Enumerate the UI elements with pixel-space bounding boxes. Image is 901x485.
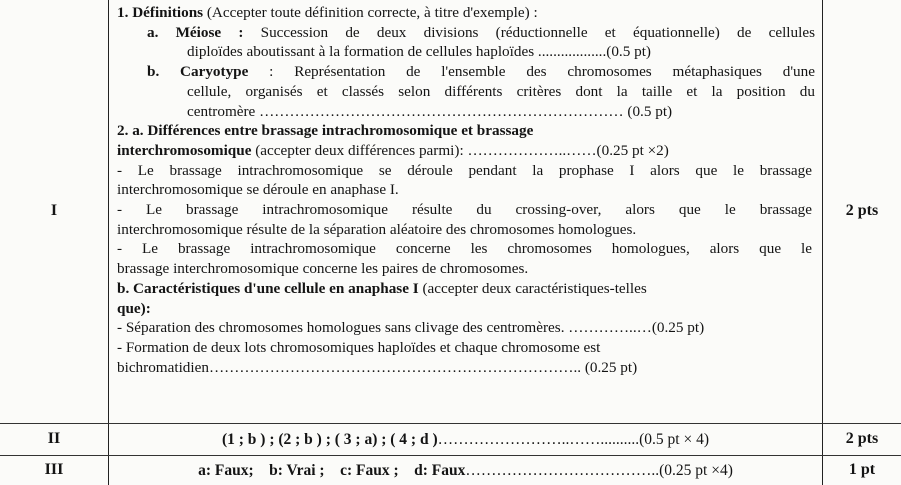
- q1-heading: [117, 3, 817, 23]
- caryotype-definition-line3: centromère ……………………………………………………………… (0.5 pt): [187, 102, 673, 120]
- section-points-III: 1 pt: [848, 461, 876, 478]
- section-points-II: 2 pts: [845, 430, 879, 447]
- q2b-title-line1: [117, 279, 817, 299]
- section-number-II: II: [47, 430, 61, 447]
- characteristic-2-line1: - Formation de deux lots chromosomiques haploïdes et chaque chromosome est: [117, 338, 601, 356]
- section-number-I: I: [50, 202, 58, 219]
- q2b-title: b. Caractéristiques d'une cellule en anaphase I: [117, 279, 419, 297]
- column-divider-right: [822, 0, 823, 485]
- q2b-note: (accepter deux caractéristiques-telles: [418, 279, 647, 297]
- difference-1-line2: interchromosomique se déroule en anaphase I.: [117, 181, 399, 199]
- meiose-text: Succession de deux divisions (réductionnelle et équationnelle) de cellules: [243, 23, 815, 41]
- column-divider-left: [108, 0, 109, 485]
- meiose-definition-line2: diploïdes aboutissant à la formation de cellules haploïdes ..................(0.5 pt): [187, 43, 651, 61]
- caryotype-text: : Représentation de l'ensemble des chromosomes métaphasiques d'une: [248, 63, 815, 81]
- section-III-answer: [109, 456, 822, 485]
- characteristic-2-line2: bichromatidien……………………………………………………………….. (0.25 pt): [117, 358, 638, 376]
- difference-3-line2: brassage interchromosomique concerne les paires de chromosomes.: [117, 260, 529, 278]
- q2a-title-bold: interchromosomique: [117, 141, 252, 159]
- characteristic-1: - Séparation des chromosomes homologues sans clivage des centromères. …………..…(0.25 pt): [117, 319, 705, 337]
- q1-note: (Accepter toute définition correcte, à titre d'exemple) :: [203, 4, 538, 21]
- difference-2-line2: interchromosomique résulte de la séparation aléatoire des chromosomes homologues.: [117, 220, 637, 238]
- q2a-title-note: (accepter deux différences parmi): ………………..……(0.25 pt ×2): [251, 141, 669, 159]
- section-I-content: [117, 3, 817, 377]
- section-II-answer-key: (1 ; b ) ; (2 ; b ) ; ( 3 ; a) ; ( 4 ; d ): [221, 430, 438, 448]
- q2a-title-line1: 2. a. Différences entre brassage intrachromosomique et brassage: [117, 122, 534, 140]
- section-III-answer-key: a: Faux; b: Vrai ; c: Faux ; d: Faux: [198, 461, 466, 479]
- meiose-definition-line1: [117, 23, 815, 43]
- section-III-scoring: ………………………………..(0.25 pt ×4): [465, 461, 733, 479]
- difference-3-line1: - Le brassage intrachromosomique concerne les chromosomes homologues, alors que le: [117, 240, 812, 258]
- section-II-answer: [109, 424, 822, 455]
- q1-title: 1. Définitions: [117, 4, 204, 21]
- caryotype-definition-line1: [117, 62, 815, 82]
- q2a-title-line2: [117, 141, 817, 161]
- difference-2-line1: - Le brassage intrachromosomique résulte du crossing-over, alors que le brassage: [117, 201, 812, 219]
- caryotype-term: b. Caryotype: [147, 63, 249, 81]
- caryotype-definition-line2: cellule, organisés et classés selon différents critères dont la taille et la position du: [187, 82, 815, 100]
- section-number-III: III: [44, 461, 64, 478]
- meiose-term: a. Méiose :: [147, 23, 244, 41]
- difference-1-line1: - Le brassage intrachromosomique se déroule pendant la prophase I alors que le brassage: [117, 161, 812, 179]
- q2b-title-line2: que):: [117, 299, 151, 317]
- section-II-scoring: ……………………..……..........(0.5 pt × 4): [437, 430, 710, 448]
- section-points-I: 2 pts: [845, 202, 879, 219]
